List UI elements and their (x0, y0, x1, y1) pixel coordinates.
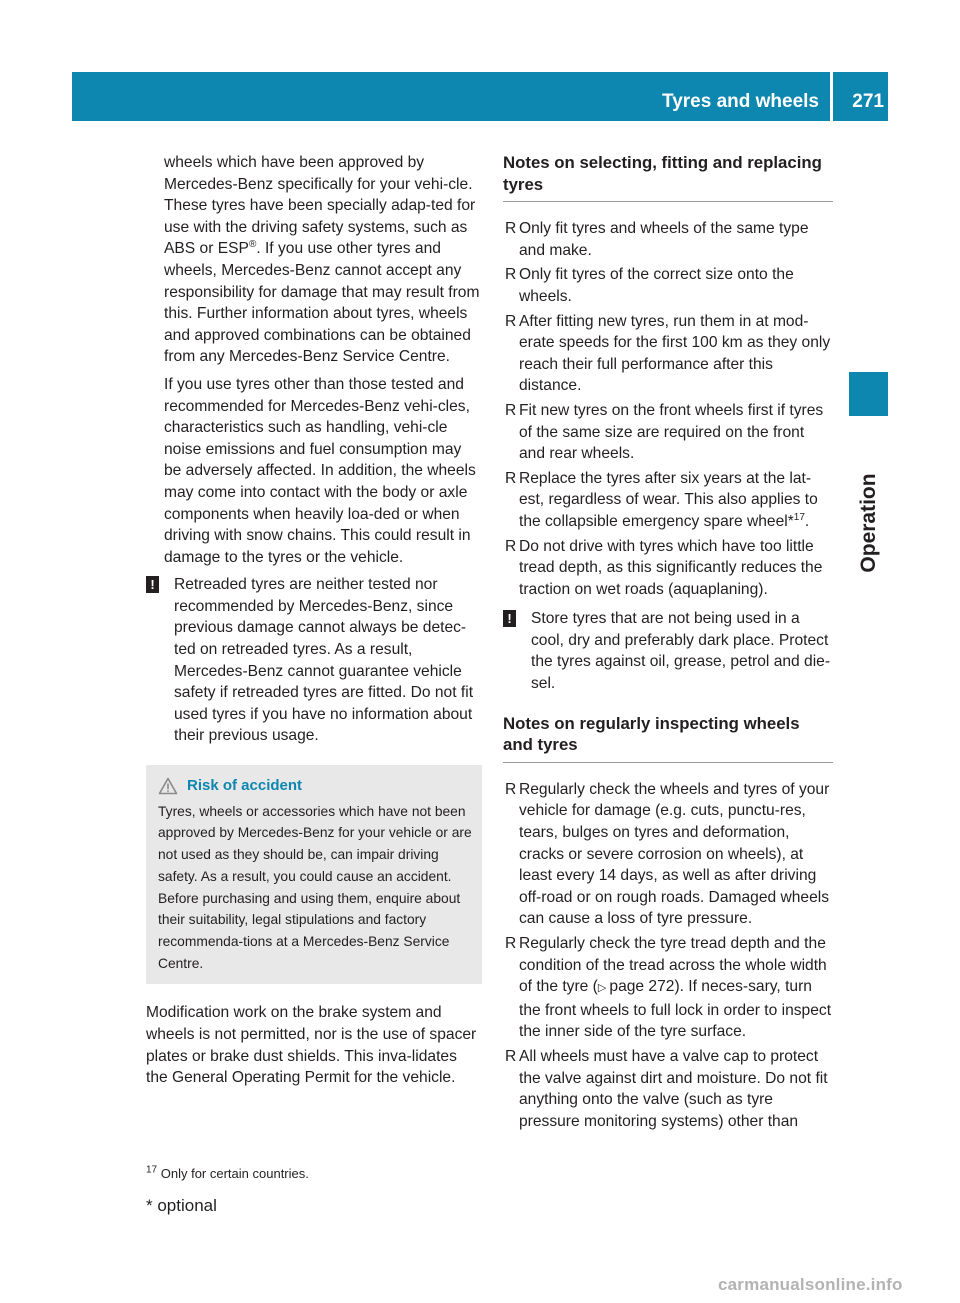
bullet-icon: R (505, 312, 517, 330)
list-item: R Do not drive with tyres which have too little tread depth, as this significantly reduces the traction on wet roads (aquaplaning). (505, 537, 823, 598)
bullet-icon: R (505, 1047, 517, 1065)
list-item: R Replace the tyres after six years at the lat-est, regardless of wear. This also applies to the collapsible emergency spare wheel*$^{17}$. (505, 469, 818, 530)
bullet-icon: R (505, 469, 517, 487)
list-inspecting-wheels (503, 779, 833, 1133)
section-tab-label: Operation (856, 473, 880, 573)
heading-selecting-tyres: Notes on selecting, fitting and replacing tyres (503, 152, 833, 202)
list-item: R Regularly check the wheels and tyres of your vehicle for damage (e.g. cuts, punctu-res, tears, bulges on tyres and deformation, cracks or severe corrosion on wheels), at least every 14 days, as well as after driving off-road or on rough roads. Damaged wheels can cause a loss of tyre pressure. (505, 780, 830, 928)
right-column (503, 152, 833, 1135)
warning-title: Risk of accident (158, 775, 472, 797)
page-reference-link[interactable]: page 272 (609, 978, 675, 996)
bullet-icon: R (505, 401, 517, 419)
note-storing-tyres: ! Store tyres that are not being used in a cool, dry and preferably dark place. Protect the tyres against oil, grease, petrol and die-sel. (503, 608, 833, 694)
footnote: $^{17}$ Only for certain countries. (146, 1164, 309, 1181)
bullet-icon: R (505, 780, 517, 798)
header-divider (830, 72, 833, 121)
heading-inspecting-wheels: Notes on regularly inspecting wheels and tyres (503, 713, 833, 763)
warning-text: Tyres, wheels or accessories which have not been approved by Mercedes-Benz for your vehicle or are not used as they should be, can impair driving safety. As a result, you could cause an accident. Before purchasing and using them, enquire about their suitability, legal stipulations and factory recommenda-tions at a Mercedes-Benz Service Centre. (158, 803, 472, 971)
list-item: R Only fit tyres and wheels of the same type and make. (505, 220, 809, 259)
bullet-icon: R (505, 266, 517, 284)
bullet-icon: R (505, 935, 517, 952)
arrow-right-icon: ▷ (597, 982, 610, 995)
note-retreaded-tyres: ! Retreaded tyres are neither tested nor recommended by Mercedes-Benz, since previous damage cannot always be detec-ted on retreaded tyres. As a result, Mercedes-Benz cannot guarantee vehicle safety if retreaded tyres are fitted. Do not fit used tyres if you have no information about their previous usage. (146, 574, 482, 747)
warning-triangle-icon (158, 777, 178, 795)
bullet-icon: R (505, 537, 517, 555)
list-item: R Regularly check the tyre tread depth and the condition of the tread across the whole width of the tyre (▷ page 272). If neces-sary, turn the front wheels to full lock in order to inspect the inner side of the tyre surface. (505, 935, 832, 1041)
paragraph-modification: Modification work on the brake system and wheels is not permitted, nor is the use of spacer plates or brake dust shields. This inva-lidates the General Operating Permit for the vehicle. (146, 1004, 477, 1087)
list-selecting-tyres (503, 218, 833, 600)
list-item: R Fit new tyres on the front wheels first if tyres of the same size are required on the front and rear wheels. (505, 401, 824, 463)
chapter-title: Tyres and wheels (662, 91, 819, 112)
list-item: R All wheels must have a valve cap to protect the valve against dirt and moisture. Do not fit anything onto the valve (such as tyre pressure monitoring systems) other than (505, 1047, 828, 1130)
header-bar (72, 72, 888, 121)
paragraph-approved-tyres: wheels which have been approved by Mercedes-Benz specifically for your vehi-cle. These tyres have been specially adap-ted for use with the driving safety systems, such as ABS or ESP®. If you use other tyres and wheels, Mercedes-Benz cannot accept any responsibility for damage that may result from this. Further information about tyres, wheels and approved combinations can be obtained from any Mercedes-Benz Service Centre. (164, 154, 480, 366)
page-number: 271 (852, 91, 884, 112)
list-item: R After fitting new tyres, run them in at mod-erate speeds for the first 100 km as they only reach their full performance after this distance. (505, 312, 831, 395)
warning-box (146, 765, 482, 984)
paragraph-other-tyres: If you use tyres other than those tested and recommended for Mercedes-Benz vehi-cles, characteristics such as handling, vehi-cle noise emissions and fuel consumption may be adversely affected. In addition, the wheels may come into contact with the body or axle components when heavily loa-ded or when driving with snow chains. This could result in damage to the tyres or the vehicle. (164, 375, 476, 566)
exclamation-icon: ! (146, 576, 159, 593)
watermark: carmanualsonline.info (718, 1275, 903, 1294)
section-tab-marker (849, 372, 888, 416)
exclamation-icon: ! (503, 610, 516, 627)
bullet-icon: R (505, 220, 517, 238)
list-item: R Only fit tyres of the correct size onto the wheels. (505, 266, 794, 305)
footnote-ref: 17 (793, 511, 805, 523)
left-column (146, 152, 482, 1089)
optional-note: * optional (146, 1196, 217, 1215)
